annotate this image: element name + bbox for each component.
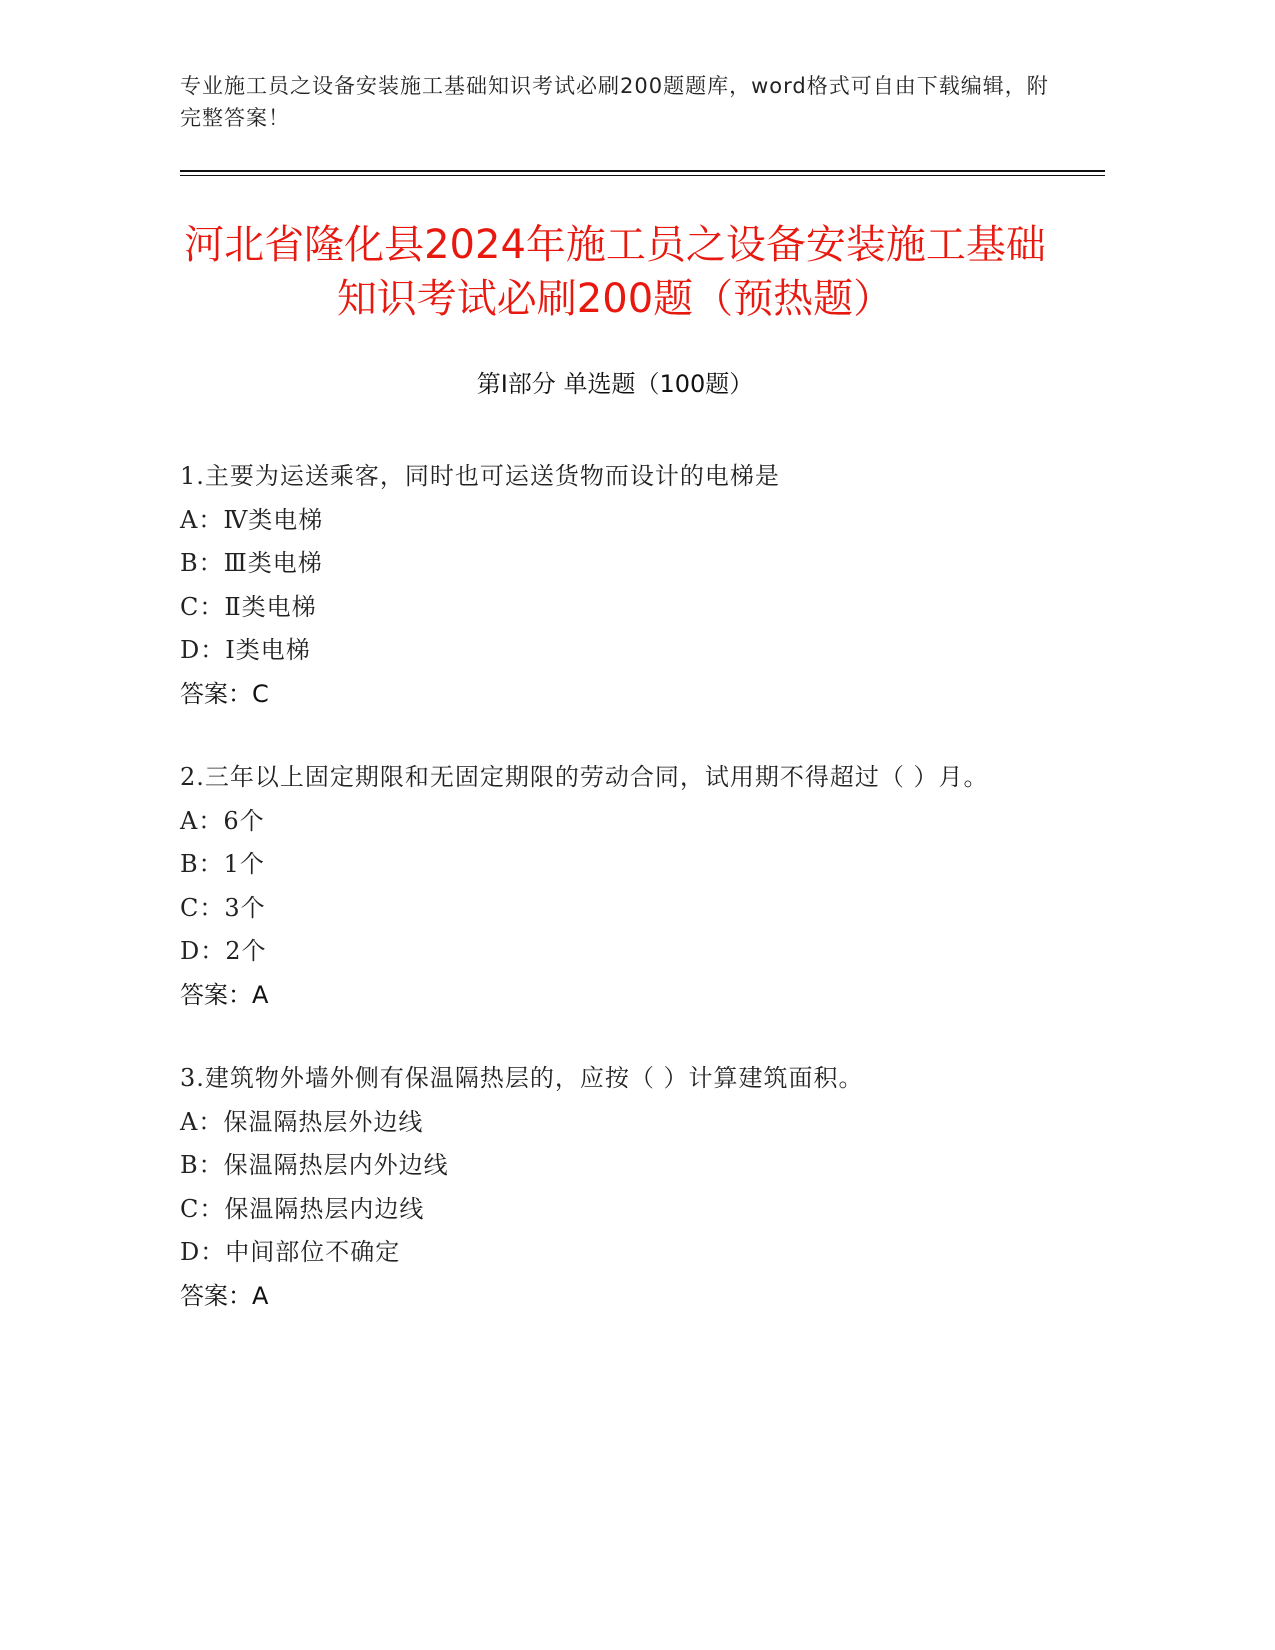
section-heading: 第Ⅰ部分 单选题（100题） xyxy=(476,370,754,398)
option-d: D：Ⅰ类电梯 xyxy=(180,636,311,664)
question-stem: 3.建筑物外墙外侧有保温隔热层的，应按（ ）计算建筑面积。 xyxy=(180,1064,864,1092)
question-1 xyxy=(180,455,1060,716)
question-stem: 1.主要为运送乘客，同时也可运送货物而设计的电梯是 xyxy=(180,462,780,490)
option-d: D：中间部位不确定 xyxy=(180,1238,401,1266)
header-note: 专业施工员之设备安装施工基础知识考试必刷200题题库，word格式可自由下载编辑，附完整答案！ xyxy=(180,74,1049,130)
option-d: D：2个 xyxy=(180,937,267,965)
header-divider-thick xyxy=(180,170,1105,172)
option-c: C：保温隔热层内边线 xyxy=(180,1194,425,1223)
option-a: A：Ⅳ类电梯 xyxy=(180,505,324,534)
option-b: B：1个 xyxy=(180,850,265,878)
option-a: A：6个 xyxy=(180,806,265,835)
option-c: C：3个 xyxy=(180,893,266,922)
question-2 xyxy=(180,756,1060,1017)
option-b: B：Ⅲ类电梯 xyxy=(180,549,323,577)
header-divider-thin xyxy=(180,175,1105,176)
option-b: B：保温隔热层内外边线 xyxy=(180,1151,449,1179)
question-stem: 2.三年以上固定期限和无固定期限的劳动合同，试用期不得超过（ ）月。 xyxy=(180,763,989,791)
option-a: A：保温隔热层外边线 xyxy=(180,1107,424,1136)
document-title: 河北省隆化县2024年施工员之设备安装施工基础知识考试必刷200题（预热题） xyxy=(184,222,1046,322)
answer: 答案：A xyxy=(180,980,269,1009)
option-c: C：Ⅱ类电梯 xyxy=(180,592,317,621)
answer: 答案：C xyxy=(180,679,269,708)
question-3 xyxy=(180,1057,1060,1318)
question-list xyxy=(180,455,1060,1358)
answer: 答案：A xyxy=(180,1281,269,1310)
